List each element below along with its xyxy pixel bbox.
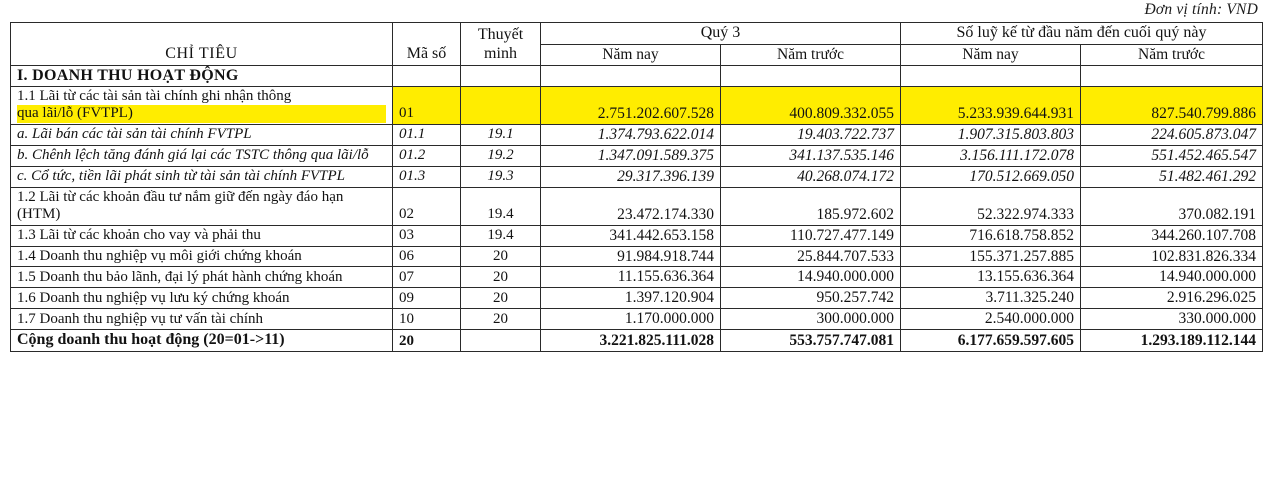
header-cumulative-previous-year: Năm trước — [1081, 44, 1263, 65]
row-cumulative-previous-year: 330.000.000 — [1081, 309, 1263, 330]
row-quarter-current-year: 23.472.174.330 — [541, 187, 721, 225]
row-cumulative-previous-year: 14.940.000.000 — [1081, 267, 1263, 288]
row-quarter-previous-year: 19.403.722.737 — [721, 124, 901, 145]
row-note — [461, 330, 541, 352]
header-indicator: CHỈ TIÊU — [11, 23, 393, 66]
row-label-line-2: qua lãi/lỗ (FVTPL) — [17, 105, 386, 122]
row-label: 1.4 Doanh thu nghiệp vụ môi giới chứng khoán — [11, 246, 393, 267]
row-cumulative-previous-year: 2.916.296.025 — [1081, 288, 1263, 309]
row-cumulative-current-year: 1.907.315.803.803 — [901, 124, 1081, 145]
row-code: 02 — [393, 187, 461, 225]
row-quarter-current-year: 11.155.636.364 — [541, 267, 721, 288]
row-quarter-current-year: 2.751.202.607.528 — [541, 87, 721, 125]
row-code: 20 — [393, 330, 461, 352]
row-code: 10 — [393, 309, 461, 330]
row-label: c. Cổ tức, tiền lãi phát sinh từ tài sản tài chính FVTPL — [11, 166, 393, 187]
table-row — [11, 309, 1263, 330]
row-quarter-previous-year: 110.727.477.149 — [721, 225, 901, 246]
table-row — [11, 267, 1263, 288]
row-quarter-previous-year: 14.940.000.000 — [721, 267, 901, 288]
row-code: 06 — [393, 246, 461, 267]
row-cumulative-previous-year: 344.260.107.708 — [1081, 225, 1263, 246]
row-cumulative-previous-year: 1.293.189.112.144 — [1081, 330, 1263, 352]
row-quarter-previous-year — [721, 65, 901, 87]
table-row — [11, 145, 1263, 166]
row-label: I. DOANH THU HOẠT ĐỘNG — [11, 65, 393, 87]
row-cumulative-previous-year: 551.452.465.547 — [1081, 145, 1263, 166]
header-quarter-current-year: Năm nay — [541, 44, 721, 65]
row-cumulative-current-year: 3.156.111.172.078 — [901, 145, 1081, 166]
row-cumulative-current-year: 5.233.939.644.931 — [901, 87, 1081, 125]
row-quarter-current-year: 1.374.793.622.014 — [541, 124, 721, 145]
row-note: 20 — [461, 267, 541, 288]
table-body — [11, 65, 1263, 351]
header-group-quarter: Quý 3 — [541, 23, 901, 45]
row-cumulative-previous-year: 224.605.873.047 — [1081, 124, 1263, 145]
row-note: 20 — [461, 288, 541, 309]
row-cumulative-current-year: 6.177.659.597.605 — [901, 330, 1081, 352]
row-quarter-current-year — [541, 65, 721, 87]
row-note — [461, 87, 541, 125]
row-note: 19.2 — [461, 145, 541, 166]
row-label: a. Lãi bán các tài sản tài chính FVTPL — [11, 124, 393, 145]
row-label-line-1: 1.1 Lãi từ các tài sản tài chính ghi nhận thông — [17, 88, 292, 105]
header-code: Mã số — [393, 23, 461, 66]
row-code: 01.1 — [393, 124, 461, 145]
row-label: b. Chênh lệch tăng đánh giá lại các TSTC thông qua lãi/lỗ — [11, 145, 393, 166]
row-code: 07 — [393, 267, 461, 288]
row-cumulative-previous-year — [1081, 65, 1263, 87]
row-note: 19.4 — [461, 187, 541, 225]
row-quarter-previous-year: 553.757.747.081 — [721, 330, 901, 352]
row-cumulative-current-year: 3.711.325.240 — [901, 288, 1081, 309]
row-cumulative-previous-year: 370.082.191 — [1081, 187, 1263, 225]
row-code: 01.2 — [393, 145, 461, 166]
row-note: 20 — [461, 309, 541, 330]
row-cumulative-previous-year: 827.540.799.886 — [1081, 87, 1263, 125]
row-quarter-current-year: 1.170.000.000 — [541, 309, 721, 330]
row-quarter-current-year: 1.347.091.589.375 — [541, 145, 721, 166]
header-row-groups — [11, 23, 1263, 45]
row-note: 19.3 — [461, 166, 541, 187]
header-note: Thuyết minh — [461, 23, 541, 66]
unit-of-measure-note: Đơn vị tính: VND — [1144, 1, 1258, 18]
row-note: 19.1 — [461, 124, 541, 145]
row-quarter-current-year: 91.984.918.744 — [541, 246, 721, 267]
table-header — [11, 23, 1263, 66]
row-quarter-current-year: 29.317.396.139 — [541, 166, 721, 187]
row-note — [461, 65, 541, 87]
header-cumulative-current-year: Năm nay — [901, 44, 1081, 65]
row-quarter-previous-year: 341.137.535.146 — [721, 145, 901, 166]
row-label: 1.6 Doanh thu nghiệp vụ lưu ký chứng khoán — [11, 288, 393, 309]
table-row — [11, 246, 1263, 267]
row-label: Cộng doanh thu hoạt động (20=01->11) — [11, 330, 393, 352]
row-cumulative-current-year: 155.371.257.885 — [901, 246, 1081, 267]
row-quarter-current-year: 341.442.653.158 — [541, 225, 721, 246]
row-quarter-previous-year: 40.268.074.172 — [721, 166, 901, 187]
row-cumulative-current-year: 2.540.000.000 — [901, 309, 1081, 330]
row-quarter-current-year: 1.397.120.904 — [541, 288, 721, 309]
row-label: 1.2 Lãi từ các khoản đầu tư nắm giữ đến ngày đáo hạn (HTM) — [11, 187, 393, 225]
row-quarter-previous-year: 950.257.742 — [721, 288, 901, 309]
row-cumulative-current-year: 170.512.669.050 — [901, 166, 1081, 187]
table-row — [11, 87, 1263, 125]
row-quarter-previous-year: 400.809.332.055 — [721, 87, 901, 125]
row-quarter-current-year: 3.221.825.111.028 — [541, 330, 721, 352]
row-quarter-previous-year: 185.972.602 — [721, 187, 901, 225]
row-note: 20 — [461, 246, 541, 267]
row-code — [393, 65, 461, 87]
row-code: 01 — [393, 87, 461, 125]
income-statement-table — [10, 22, 1263, 352]
row-code: 01.3 — [393, 166, 461, 187]
row-label: 1.7 Doanh thu nghiệp vụ tư vấn tài chính — [11, 309, 393, 330]
table-row — [11, 187, 1263, 225]
row-label: 1.5 Doanh thu bảo lãnh, đại lý phát hành chứng khoán — [11, 267, 393, 288]
row-label — [11, 87, 393, 125]
row-quarter-previous-year: 300.000.000 — [721, 309, 901, 330]
table-row — [11, 225, 1263, 246]
table-row — [11, 288, 1263, 309]
table-row — [11, 166, 1263, 187]
row-code: 09 — [393, 288, 461, 309]
row-label: 1.3 Lãi từ các khoản cho vay và phải thu — [11, 225, 393, 246]
header-quarter-previous-year: Năm trước — [721, 44, 901, 65]
header-group-cumulative: Số luỹ kế từ đầu năm đến cuối quý này — [901, 23, 1263, 45]
table-row — [11, 124, 1263, 145]
row-code: 03 — [393, 225, 461, 246]
row-cumulative-previous-year: 51.482.461.292 — [1081, 166, 1263, 187]
row-cumulative-current-year — [901, 65, 1081, 87]
row-cumulative-previous-year: 102.831.826.334 — [1081, 246, 1263, 267]
row-note: 19.4 — [461, 225, 541, 246]
row-cumulative-current-year: 716.618.758.852 — [901, 225, 1081, 246]
table-row — [11, 65, 1263, 87]
row-quarter-previous-year: 25.844.707.533 — [721, 246, 901, 267]
row-cumulative-current-year: 52.322.974.333 — [901, 187, 1081, 225]
row-cumulative-current-year: 13.155.636.364 — [901, 267, 1081, 288]
table-row — [11, 330, 1263, 352]
